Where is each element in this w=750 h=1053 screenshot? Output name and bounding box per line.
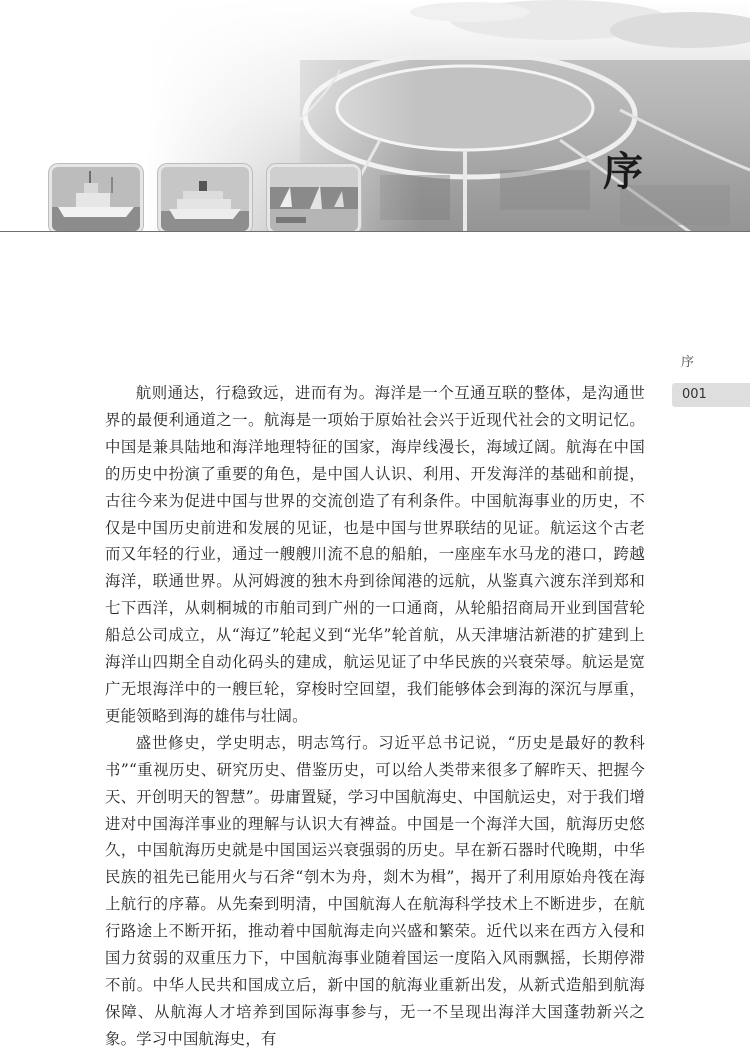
page-number-tab <box>672 383 750 407</box>
page-number: 001 <box>682 387 707 402</box>
header-divider <box>0 231 750 232</box>
paragraph: 航则通达，行稳致远，进而有为。海洋是一个互通互联的整体，是沟通世界的最便利通道之一。航海是一项始于原始社会兴于近现代社会的文明记忆。中国是兼具陆地和海洋地理特征的国家，海岸线漫长，海域辽阔。航海在中国的历史中扮演了重要的角色，是中国人认识、利用、开发海洋的基础和前提，古往今来为促进中国与世界的交流创造了有利条件。中国航海事业的历史，不仅是中国历史前进和发展的见证，也是中国与世界联结的见证。航运这个古老而又年轻的行业，通过一艘艘川流不息的船舶，一座座车水马龙的港口，跨越海洋，联通世界。从河姆渡的独木舟到徐闻港的远航，从鉴真六渡东洋到郑和七下西洋，从刺桐城的市舶司到广州的一口通商，从轮船招商局开业到国营轮船总公司成立，从“海辽”轮起义到“光华”轮首航，从天津塘沽新港的扩建到上海洋山四期全自动化码头的建成，航运见证了中华民族的兴衰荣辱。航运是宽广无垠海洋中的一艘巨轮，穿梭时空回望，我们能够体会到海的深沉与厚重，更能领略到海的雄伟与壮阔。 <box>105 384 645 725</box>
section-label: 序 <box>681 355 695 370</box>
paragraph: 盛世修史，学史明志，明志笃行。习近平总书记说，“历史是最好的教科书”“重视历史、研究历史、借鉴历史，可以给人类带来很多了解昨天、把握今天、开创明天的智慧”。毋庸置疑，学习中国航海史、中国航运史，对于我们增进对中国海洋事业的理解与认识大有裨益。中国是一个海洋大国，航海历史悠久，中国航海历史就是中国国运兴衰强弱的历史。早在新石器时代晚期，中华民族的祖先已能用火与石斧“刳木为舟，剡木为楫”，揭开了利用原始舟筏在海上航行的序幕。从先秦到明清，中国航海人在航海科学技术上不断进步，在航行路途上不断开拓，推动着中国航海走向兴盛和繁荣。近代以来在西方入侵和国力贫弱的双重压力下，中国航海事业随着国运一度陷入风雨飘摇，长期停滞不前。中华人民共和国成立后，新中国的航海业重新出发，从新式造船到航海保障、从航海人才培养到国际海事参与，无一不呈现出海洋大国蓬勃新兴之象。学习中国航海史，有 <box>105 733 645 1048</box>
ferry-photo <box>161 167 249 231</box>
header-banner <box>0 0 750 232</box>
page-title: 序 <box>603 148 643 195</box>
preface-body <box>105 380 645 1053</box>
harbor-painting-photo <box>270 167 358 231</box>
ship-photo <box>52 167 140 231</box>
